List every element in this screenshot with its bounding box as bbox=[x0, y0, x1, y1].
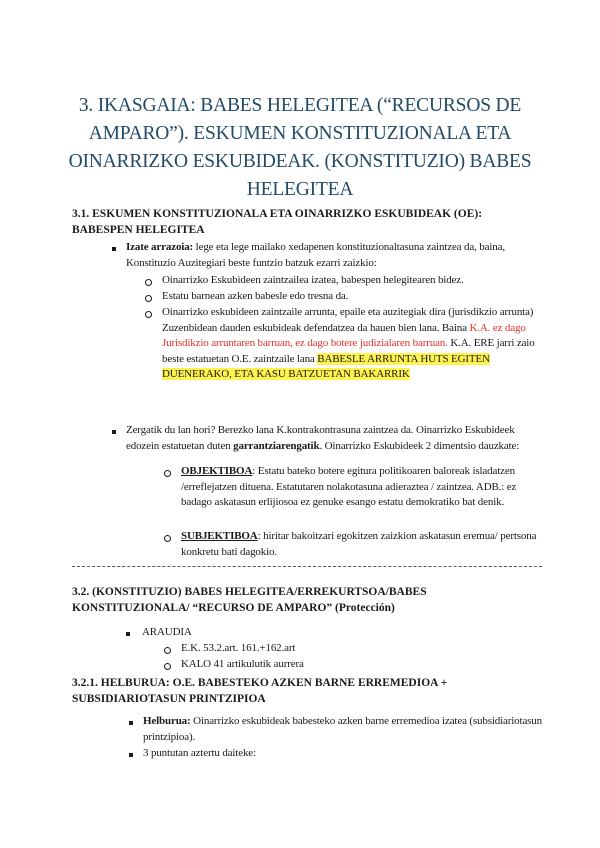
bullet-icon bbox=[129, 721, 133, 725]
bullet-icon bbox=[129, 753, 133, 757]
section-heading-3-2-1: 3.2.1. HELBURUA: O.E. BABESTEKO AZKEN BARNE ERREMEDIOA + SUBSIDIARIOTASUN PRINTZIPIOA bbox=[72, 677, 448, 705]
sub-item-3-text-a: Oinarrizko eskubideen zaintzaile arrunta, epaile eta auzitegiak dira (jurisdikzio arrunta) Zuzenbidean dauden eskubideak defendatzea da hauen bien lana. Baina bbox=[162, 306, 534, 334]
circle-bullet-icon bbox=[145, 311, 152, 318]
araudia-ref-2: KALO 41 artikulutik aurrera bbox=[181, 658, 304, 670]
circle-bullet-icon bbox=[145, 295, 152, 302]
paragraph-3-puntu: 3 puntutan aztertu daiteke: bbox=[143, 747, 256, 759]
sub-item-3 bbox=[162, 305, 546, 383]
sub-item-subjektiboa bbox=[181, 529, 547, 560]
paragraph-zergatik bbox=[126, 423, 546, 454]
text-subjektiboa: : hiritar bakoitzari egokitzen zaizkion askatasun eremua/ pertsona konkretu bati dagokio. bbox=[181, 530, 537, 558]
dashed-divider bbox=[72, 566, 542, 567]
text-zergatik-b: . Oinarrizko Eskubideek 2 dimentsio dauzkate: bbox=[319, 439, 520, 452]
label-izate-arrazoia: Izate arrazoia: bbox=[126, 241, 194, 253]
bullet-icon bbox=[112, 247, 116, 251]
text-objektiboa: : Estatu bateko botere egitura politikoaren baloreak isladatzen /erreflejatzen dituena. Estatutaren nolakotasuna adieraztea / zaintzea. ADB.: ez badago askatasun erlijiosoa ez genuke esango estatu demokratiko bat denik. bbox=[181, 465, 517, 508]
bullet-icon bbox=[126, 632, 130, 636]
label-objektiboa: OBJEKTIBOA bbox=[181, 465, 253, 477]
label-helburua: Helburua: bbox=[143, 715, 191, 727]
circle-bullet-icon bbox=[164, 663, 171, 670]
label-subjektiboa: SUBJEKTIBOA bbox=[181, 530, 258, 542]
sub-item-1: Oinarrizko Eskubideen zaintzailea izatea, babespen helegitearen bidez. bbox=[162, 274, 464, 286]
araudia-ref-1: E.K. 53.2.art. 161.+162.art bbox=[181, 642, 296, 654]
circle-bullet-icon bbox=[164, 470, 171, 477]
sub-item-3-text-b: K.A. ERE jarri zaio beste estatuetan O.E. zaintzaile lana bbox=[162, 337, 535, 365]
paragraph-izate-arrazoia bbox=[126, 240, 546, 271]
sub-item-2: Estatu barnean azken babesle edo tresna da. bbox=[162, 290, 349, 302]
text-garrantzia: garrantziarengatik bbox=[233, 439, 320, 452]
text-izate-arrazoia: lege eta lege mailako xedapenen konstituzionaltasuna zaintzea da, baina, Konstituzio Auzitegiari beste funtzio batzuk ezarri zaizkio: bbox=[126, 241, 505, 269]
circle-bullet-icon bbox=[164, 647, 171, 654]
bullet-icon bbox=[112, 430, 116, 434]
section-heading-3-2: 3.2. (KONSTITUZIO) BABES HELEGITEA/ERREKURTSOA/BABES KONSTITUZIONALA/ “RECURSO DE AMPARO” (Protección) bbox=[72, 586, 427, 614]
text-zergatik-a: Zergatik du lan hori? Berezko lana K.kontrakontrasuna zaintzea da. Oinarrizko Eskubideek edozein estatuetan duten bbox=[126, 424, 515, 452]
paragraph-helburua bbox=[143, 714, 546, 745]
araudia-label: ARAUDIA bbox=[142, 626, 192, 638]
circle-bullet-icon bbox=[164, 535, 171, 542]
sub-item-3-highlight: BABESLE ARRUNTA HUTS EGITEN DUENERAKO, ETA KASU BATZUETAN BAKARRIK bbox=[162, 352, 490, 380]
sub-item-3-red-text: K.A. ez dago Jurisdikzio arruntaren barruan, ez dago botere judizialaren barruan. bbox=[162, 321, 526, 349]
text-helburua: Oinarrizko eskubideak babesteko azken barne erremedioa izatea (subsidiariotasun printzipioa). bbox=[143, 715, 543, 743]
page-title: 3. IKASGAIA: BABES HELEGITEA (“RECURSOS DE AMPARO”). ESKUMEN KONSTITUZIONALA ETA OINARRIZKO ESKUBIDEAK. (KONSTITUZIO) BABES HELEGITEA bbox=[68, 95, 532, 200]
circle-bullet-icon bbox=[145, 279, 152, 286]
section-heading-3-1: 3.1. ESKUMEN KONSTITUZIONALA ETA OINARRIZKO ESKUBIDEAK (OE): BABESPEN HELEGITEA bbox=[72, 208, 483, 236]
sub-item-objektiboa bbox=[181, 464, 547, 511]
